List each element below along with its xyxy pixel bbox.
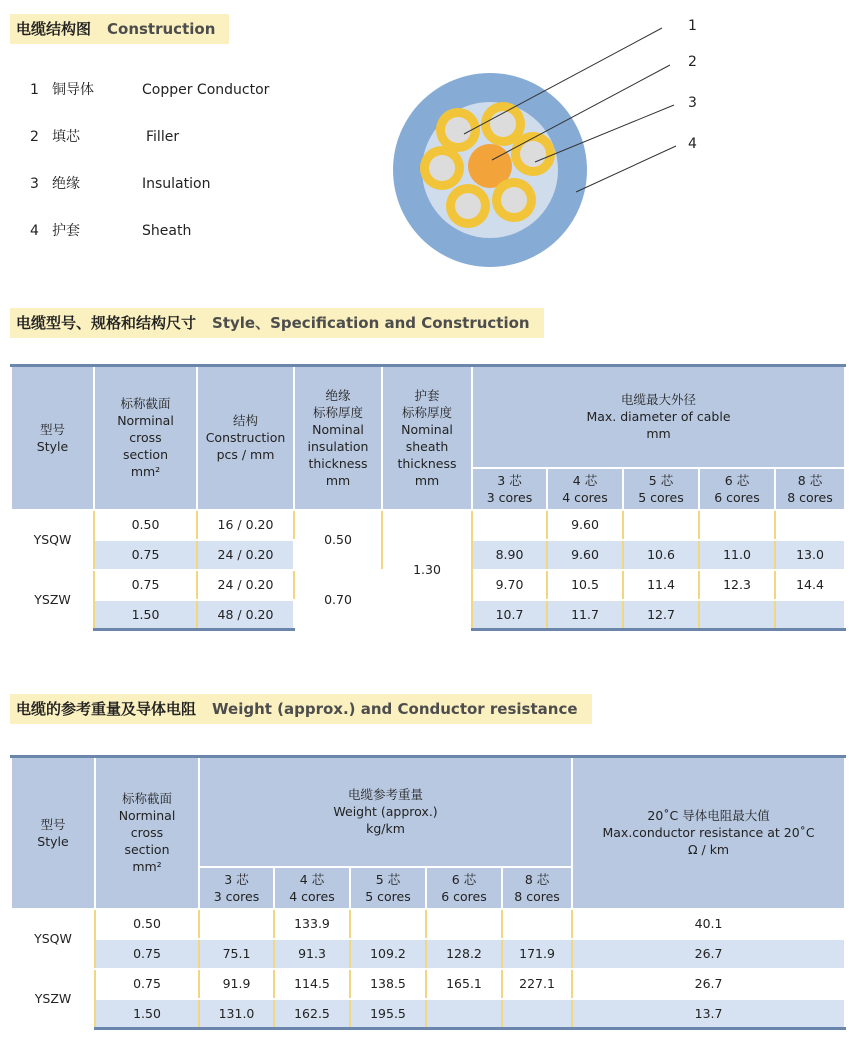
insulation-cell: 0.50 bbox=[294, 510, 382, 570]
core-header bbox=[350, 867, 426, 909]
weight-table bbox=[10, 755, 846, 1030]
weight-cell: 138.5 bbox=[350, 969, 426, 999]
area-cell: 0.75 bbox=[94, 540, 197, 570]
col-style-cn: 型号 bbox=[40, 816, 66, 832]
weight-cell bbox=[350, 909, 426, 939]
style-cell: YSZW bbox=[11, 570, 94, 630]
col-sheath-en: thickness bbox=[397, 455, 457, 471]
weight-cell: 227.1 bbox=[502, 969, 572, 999]
core-cn: 8 芯 bbox=[524, 871, 550, 887]
legend-item-filler bbox=[30, 127, 179, 147]
spec-table bbox=[10, 364, 846, 631]
diameter-cell: 11.4 bbox=[623, 570, 699, 600]
core-header bbox=[699, 468, 775, 510]
weight-cell bbox=[199, 909, 274, 939]
spec-heading bbox=[10, 308, 544, 338]
legend-item-sheath bbox=[30, 221, 191, 241]
area-cell: 1.50 bbox=[94, 600, 197, 630]
area-cell: 0.50 bbox=[95, 909, 199, 939]
weight-cell bbox=[426, 909, 502, 939]
core-header bbox=[502, 867, 572, 909]
callout-3: 3 bbox=[688, 95, 697, 111]
style-cell: YSQW bbox=[11, 510, 94, 570]
core-en: 6 cores bbox=[441, 888, 487, 904]
core-en: 5 cores bbox=[365, 888, 411, 904]
legend-item-conductor bbox=[30, 80, 269, 100]
legend-cn: 铜导体 bbox=[52, 82, 94, 98]
col-area-header bbox=[95, 757, 199, 909]
area-cell: 0.75 bbox=[95, 969, 199, 999]
core-header bbox=[426, 867, 502, 909]
construction-cell: 24 / 0.20 bbox=[197, 540, 294, 570]
col-sheath-header bbox=[382, 366, 472, 510]
col-sheath-en: sheath bbox=[405, 438, 449, 454]
weight-heading-cn: 电缆的参考重量及导体电阻 bbox=[16, 700, 197, 718]
table-row bbox=[11, 510, 845, 540]
legend-item-insulation bbox=[30, 174, 210, 194]
core-cn: 8 芯 bbox=[797, 472, 823, 488]
resistance-cell: 13.7 bbox=[572, 999, 845, 1029]
col-construction-en: Construction bbox=[205, 430, 286, 446]
legend-num: 2 bbox=[30, 129, 39, 145]
core bbox=[420, 146, 464, 190]
legend-cn: 护套 bbox=[52, 223, 80, 239]
col-area-en: Norminal bbox=[117, 413, 174, 429]
core-header bbox=[547, 468, 623, 510]
callout-2: 2 bbox=[688, 54, 697, 70]
core bbox=[492, 178, 536, 222]
legend-en: Copper Conductor bbox=[142, 82, 270, 98]
col-diameter-en: Max. diameter of cable bbox=[586, 409, 731, 425]
weight-cell: 91.3 bbox=[274, 939, 350, 969]
diameter-cell: 11.0 bbox=[699, 540, 775, 570]
cable-cross-section-diagram bbox=[380, 10, 720, 280]
col-insulation-cn: 绝缘 bbox=[325, 387, 351, 403]
col-style-cn: 型号 bbox=[39, 421, 65, 437]
callout-1: 1 bbox=[688, 18, 697, 34]
core-en: 4 cores bbox=[289, 888, 335, 904]
col-area-en: cross bbox=[130, 825, 164, 841]
diameter-cell: 10.6 bbox=[623, 540, 699, 570]
legend-cn: 绝缘 bbox=[52, 176, 80, 192]
diameter-cell: 9.60 bbox=[547, 510, 623, 540]
weight-cell bbox=[502, 999, 572, 1029]
sheath-cell: 1.30 bbox=[382, 510, 472, 630]
col-area-header bbox=[94, 366, 197, 510]
table-row bbox=[11, 999, 845, 1029]
weight-cell: 114.5 bbox=[274, 969, 350, 999]
weight-cell: 165.1 bbox=[426, 969, 502, 999]
diameter-cell bbox=[472, 510, 547, 540]
col-area-cn: 标称截面 bbox=[121, 791, 172, 807]
construction-heading-en: Construction bbox=[107, 20, 216, 38]
col-weight-header bbox=[199, 757, 572, 867]
col-area-cn: 标称截面 bbox=[120, 396, 171, 412]
core-en: 3 cores bbox=[486, 489, 533, 505]
construction-cell: 16 / 0.20 bbox=[197, 510, 294, 540]
area-cell: 1.50 bbox=[95, 999, 199, 1029]
core bbox=[436, 108, 480, 152]
core-cn: 6 芯 bbox=[724, 472, 750, 488]
col-area-unit: mm² bbox=[132, 859, 162, 875]
core-en: 3 cores bbox=[213, 888, 260, 904]
legend-num: 4 bbox=[30, 223, 39, 239]
col-weight-unit: kg/km bbox=[366, 821, 405, 837]
resistance-cell: 26.7 bbox=[572, 939, 845, 969]
col-diameter-unit: mm bbox=[646, 426, 671, 442]
col-insulation-unit: mm bbox=[325, 472, 351, 488]
area-cell: 0.75 bbox=[95, 939, 199, 969]
diameter-cell: 9.60 bbox=[547, 540, 623, 570]
col-area-en: cross bbox=[129, 430, 162, 446]
core-header bbox=[274, 867, 350, 909]
col-style-en: Style bbox=[37, 833, 69, 849]
diameter-cell: 13.0 bbox=[775, 540, 845, 570]
diameter-cell bbox=[775, 600, 845, 630]
construction-cell: 24 / 0.20 bbox=[197, 570, 294, 600]
weight-cell: 131.0 bbox=[199, 999, 274, 1029]
core-cn: 4 芯 bbox=[572, 472, 598, 488]
col-insulation-cn: 标称厚度 bbox=[312, 404, 363, 420]
col-resistance-unit: Ω / km bbox=[687, 842, 730, 858]
col-weight-cn: 电缆参考重量 bbox=[348, 787, 424, 803]
diameter-cell: 9.70 bbox=[472, 570, 547, 600]
diameter-cell: 14.4 bbox=[775, 570, 845, 600]
col-weight-en: Weight (approx.) bbox=[333, 804, 438, 820]
table-row bbox=[11, 939, 845, 969]
col-style-header bbox=[11, 366, 94, 510]
col-construction-unit: pcs / mm bbox=[216, 447, 275, 463]
core-en: 5 cores bbox=[638, 489, 684, 505]
diameter-cell: 8.90 bbox=[472, 540, 547, 570]
core-cn: 3 芯 bbox=[224, 871, 249, 887]
weight-cell bbox=[502, 909, 572, 939]
col-sheath-cn: 护套 bbox=[414, 387, 440, 403]
callout-4: 4 bbox=[688, 136, 697, 152]
area-cell: 0.50 bbox=[94, 510, 197, 540]
col-insulation-en: Nominal bbox=[312, 421, 364, 437]
weight-cell: 133.9 bbox=[274, 909, 350, 939]
core-header bbox=[623, 468, 699, 510]
col-diameter-cn: 电缆最大外径 bbox=[620, 392, 696, 408]
table-row bbox=[11, 909, 845, 939]
construction-cell: 48 / 0.20 bbox=[197, 600, 294, 630]
legend-en: Insulation bbox=[142, 176, 211, 192]
core bbox=[446, 184, 490, 228]
weight-cell bbox=[426, 999, 502, 1029]
core-header bbox=[775, 468, 845, 510]
style-cell: YSQW bbox=[11, 909, 95, 969]
col-area-en: section bbox=[124, 842, 170, 858]
col-area-unit: mm² bbox=[130, 464, 161, 480]
spec-heading-en: Style、Specification and Construction bbox=[212, 314, 530, 332]
col-insulation-header bbox=[294, 366, 382, 510]
col-resistance-cn: 20˚C 导体电阻最大值 bbox=[647, 808, 770, 824]
weight-cell: 195.5 bbox=[350, 999, 426, 1029]
col-resistance-header bbox=[572, 757, 845, 909]
col-sheath-cn: 标称厚度 bbox=[401, 404, 452, 420]
col-area-en: section bbox=[122, 447, 169, 463]
core-header bbox=[199, 867, 274, 909]
core-cn: 4 芯 bbox=[299, 871, 325, 887]
insulation-cell: 0.70 bbox=[294, 570, 382, 630]
col-area-en: Norminal bbox=[118, 808, 176, 824]
weight-cell: 91.9 bbox=[199, 969, 274, 999]
resistance-cell: 40.1 bbox=[572, 909, 845, 939]
diameter-cell bbox=[623, 510, 699, 540]
col-diameter-header bbox=[472, 366, 845, 468]
core-header bbox=[472, 468, 547, 510]
weight-cell: 128.2 bbox=[426, 939, 502, 969]
table-row bbox=[11, 969, 845, 999]
legend-num: 3 bbox=[30, 176, 39, 192]
legend-en: Sheath bbox=[142, 223, 192, 239]
weight-heading bbox=[10, 694, 592, 724]
diameter-cell bbox=[699, 600, 775, 630]
col-insulation-en: insulation bbox=[307, 438, 369, 454]
diameter-cell: 12.7 bbox=[623, 600, 699, 630]
diameter-cell: 10.5 bbox=[547, 570, 623, 600]
col-style-en: Style bbox=[36, 438, 69, 454]
diameter-cell bbox=[699, 510, 775, 540]
col-construction-cn: 结构 bbox=[232, 413, 258, 429]
diameter-cell bbox=[775, 510, 845, 540]
diameter-cell: 10.7 bbox=[472, 600, 547, 630]
style-cell: YSZW bbox=[11, 969, 95, 1029]
legend-en: Filler bbox=[146, 129, 180, 145]
weight-cell: 109.2 bbox=[350, 939, 426, 969]
construction-heading bbox=[10, 14, 229, 44]
col-style-header bbox=[11, 757, 95, 909]
diameter-cell: 12.3 bbox=[699, 570, 775, 600]
core-cn: 5 芯 bbox=[375, 871, 401, 887]
area-cell: 0.75 bbox=[94, 570, 197, 600]
core-en: 8 cores bbox=[514, 888, 560, 904]
diameter-cell: 11.7 bbox=[547, 600, 623, 630]
col-sheath-en: Nominal bbox=[401, 421, 453, 437]
weight-heading-en: Weight (approx.) and Conductor resistance bbox=[212, 700, 578, 718]
weight-cell: 75.1 bbox=[199, 939, 274, 969]
legend-num: 1 bbox=[30, 82, 39, 98]
col-sheath-unit: mm bbox=[414, 472, 440, 488]
col-insulation-en: thickness bbox=[308, 455, 368, 471]
core-en: 4 cores bbox=[562, 489, 608, 505]
construction-heading-cn: 电缆结构图 bbox=[16, 20, 92, 38]
col-resistance-en: Max.conductor resistance at 20˚C bbox=[602, 825, 815, 841]
core-cn: 5 芯 bbox=[648, 472, 674, 488]
core-cn: 6 芯 bbox=[451, 871, 477, 887]
legend-cn: 填芯 bbox=[52, 129, 80, 145]
weight-cell: 171.9 bbox=[502, 939, 572, 969]
core-en: 6 cores bbox=[714, 489, 760, 505]
weight-cell: 162.5 bbox=[274, 999, 350, 1029]
col-construction-header bbox=[197, 366, 294, 510]
core-cn: 3 芯 bbox=[497, 472, 522, 488]
core-en: 8 cores bbox=[787, 489, 833, 505]
resistance-cell: 26.7 bbox=[572, 969, 845, 999]
spec-heading-cn: 电缆型号、规格和结构尺寸 bbox=[16, 314, 197, 332]
